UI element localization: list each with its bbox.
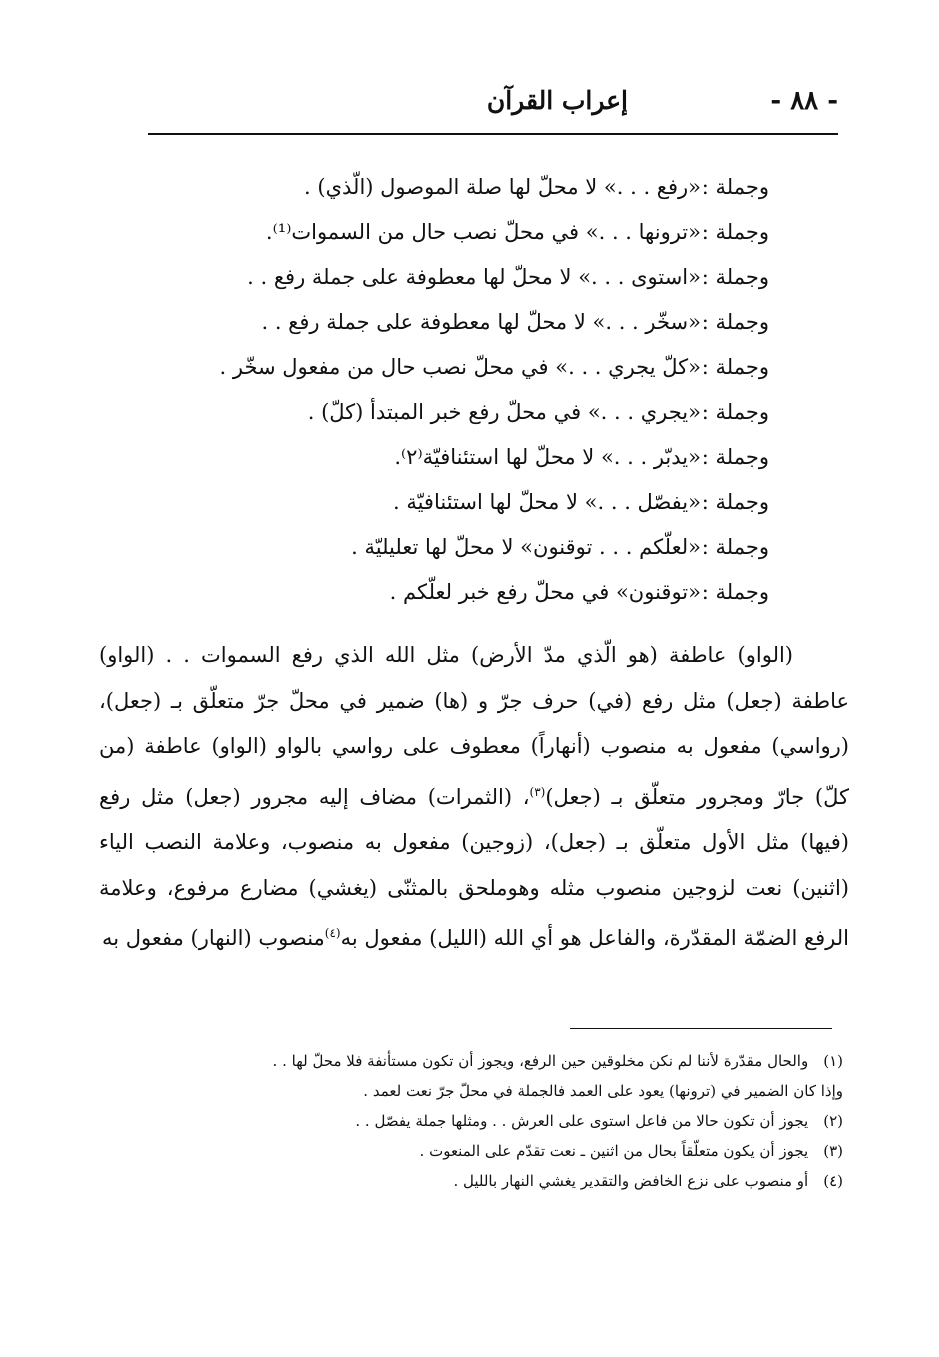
paragraph-text-part3: منصوب (النهار) مفعول به bbox=[101, 926, 325, 950]
sentence-label: وجملة : bbox=[701, 400, 769, 424]
sentence-item bbox=[169, 390, 769, 435]
sentence-label: وجملة : bbox=[701, 175, 769, 199]
footnote-text: يجوز أن تكون حالا من فاعل استوى على العرش . . ومثلها جملة يفصّل . . bbox=[355, 1112, 809, 1130]
sentence-label: وجملة : bbox=[701, 445, 769, 469]
sentence-label: وجملة : bbox=[701, 535, 769, 559]
sentence-text: «يدبّر . . .» لا محلّ لها استئنافيّة⁽٢⁾. bbox=[394, 445, 701, 469]
sentence-text: «يجري . . .» في محلّ رفع خبر المبتدأ (كلّ) . bbox=[307, 400, 701, 424]
sentence-label: وجملة : bbox=[701, 220, 769, 244]
sentence-text: «ترونها . . .» في محلّ نصب حال من السموات⁽¹⁾. bbox=[265, 220, 701, 244]
sentence-item bbox=[169, 435, 769, 480]
footnote-ref-3: (٣) bbox=[529, 784, 546, 799]
footnote-item bbox=[153, 1166, 843, 1196]
sentence-item bbox=[169, 255, 769, 300]
footnote-ref-4: (٤) bbox=[324, 926, 341, 940]
sentence-text: «كلّ يجري . . .» في محلّ نصب حال من مفعول سخّر . bbox=[219, 355, 701, 379]
sentence-item bbox=[169, 165, 769, 210]
page-number: - ٨٨ - bbox=[770, 86, 838, 116]
paragraph-text-part1: (الواو) عاطفة (هو الّذي مدّ الأرض) مثل الله الذي رفع السموات . . (الواو) عاطفة (جعل) مثل رفع (في) حرف جرّ و (ها) ضمير في محلّ جرّ متعلّق بـ (جعل)، (رواسي) مفعول به منصوب (أنهاراً) معطوف على رواسي بالواو (الواو) عاطفة (من كلّ) جارّ ومجرور متعلّق بـ (جعل) bbox=[99, 643, 850, 809]
footnote-rule bbox=[570, 1028, 832, 1029]
parsing-paragraph bbox=[99, 633, 849, 962]
footnotes bbox=[153, 1046, 843, 1196]
sentence-item bbox=[169, 210, 769, 255]
sentence-text: «رفع . . .» لا محلّ لها صلة الموصول (الّذي) . bbox=[304, 175, 701, 199]
sentence-label: وجملة : bbox=[701, 265, 769, 289]
running-title: إعراب القرآن bbox=[486, 86, 628, 115]
sentence-text: «لعلّكم . . . توقنون» لا محلّ لها تعليليّة . bbox=[351, 535, 701, 559]
page-header bbox=[148, 86, 838, 126]
footnote-item bbox=[153, 1046, 843, 1076]
footnote-number: (٣) bbox=[823, 1142, 843, 1160]
footnote-item bbox=[153, 1106, 843, 1136]
sentence-text: «يفصّل . . .» لا محلّ لها استئنافيّة . bbox=[392, 490, 701, 514]
footnote-number: (١) bbox=[823, 1052, 843, 1070]
footnote-text: أو منصوب على نزع الخافض والتقدير يغشي النهار بالليل . bbox=[453, 1172, 809, 1190]
sentence-text: «استوى . . .» لا محلّ لها معطوفة على جملة رفع . . bbox=[247, 265, 701, 289]
sentence-item bbox=[169, 480, 769, 525]
footnote-number: (٢) bbox=[823, 1112, 843, 1130]
footnote-item bbox=[153, 1136, 843, 1166]
sentence-item bbox=[169, 300, 769, 345]
sentence-text: «توقنون» في محلّ رفع خبر لعلّكم . bbox=[389, 580, 701, 604]
sentence-label: وجملة : bbox=[701, 490, 769, 514]
footnote-text: والحال مقدّرة لأننا لم نكن مخلوقين حين الرفع، ويجوز أن تكون مستأنفة فلا محلّ لها . . bbox=[272, 1052, 809, 1070]
footnote-text: يجوز أن يكون متعلّقاً بحال من اثنين ـ نعت تقدّم على المنعوت . bbox=[419, 1142, 809, 1160]
sentence-item bbox=[169, 345, 769, 390]
footnote-text: وإذا كان الضمير في (ترونها) يعود على العمد فالجملة في محلّ جرّ نعت لعمد . bbox=[363, 1082, 843, 1100]
paragraph-text-part2: ، (الثمرات) مضاف إليه مجرور (جعل) مثل رفع (فيها) مثل الأول متعلّق بـ (جعل)، (زوجين) مفعول به منصوب، وعلامة النصب الياء (اثنين) نعت لزوجين منصوب مثله وهوملحق بالمثنّى (يغشي) مضارع مرفوع، وعلامة الرفع الضمّة المقدّرة، والفاعل هو أي الله (الليل) مفعول به bbox=[99, 784, 849, 950]
footnote-number: (٤) bbox=[823, 1172, 843, 1190]
sentence-analysis-list bbox=[169, 165, 769, 615]
header-rule bbox=[148, 133, 838, 135]
sentence-label: وجملة : bbox=[701, 355, 769, 379]
sentence-label: وجملة : bbox=[701, 310, 769, 334]
sentence-label: وجملة : bbox=[701, 580, 769, 604]
sentence-text: «سخّر . . .» لا محلّ لها معطوفة على جملة رفع . . bbox=[261, 310, 701, 334]
sentence-item bbox=[169, 570, 769, 615]
sentence-item bbox=[169, 525, 769, 570]
footnote-continuation bbox=[153, 1076, 843, 1106]
